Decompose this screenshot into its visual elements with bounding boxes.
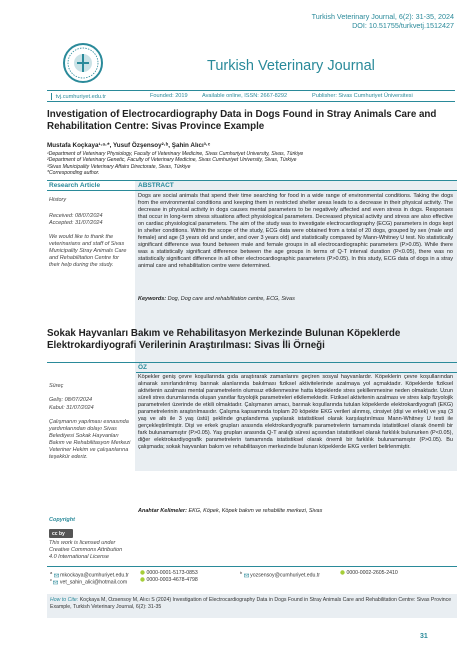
turkish-title: Sokak Hayvanları Bakım ve Rehabilitasyon Merkezinde Bulunan Köpeklerde Elektrokardiyografi Verilerinin Araştırılması: Sivas İli Örneği [47, 328, 401, 352]
oz-rule [136, 372, 457, 373]
journal-header [312, 12, 454, 30]
how-to-cite-text: Koçkaya M, Ozsensoy M, Alıcı S (2024) Investigation of Electrocardiography Data in Dogs Found in Stray Animals Care and Rehabilitation Centre: Sivas Province Example, Turkish Veterinary Journal, 6(2): 31-35 [50, 597, 452, 610]
acknowledgement: We would like to thank the veterinarians and staff of Sivas Municipality Stray Animals Care and Rehabilitation Centre for their help during the study. [49, 234, 127, 268]
oz-heading: ÖZ [138, 364, 148, 371]
cc-by-badge[interactable]: cc by [49, 529, 73, 538]
publisher-text: Publisher: Sivas Cumhuriyet Üniversitesi [312, 92, 413, 99]
copyright-heading: Copyright [49, 517, 75, 523]
abstract-text: Dogs are social animals that spend their time searching for food in a wide range of environmental conditions. Taking the dogs from the environmental conditions and keeping them in restricted shelter areas leads to a decrease in their physical activity. The decrease in physical activity in dogs causes mental parameters to be negatively affected and even stress in dogs. Responses that occur in long-term stress situations affect physiological parameters. Decreased physical activity and stress are also effective on cardiac physiological parameters. The aim of the study was to investigate electrocardiography (ECG) parameters in dogs kept in shelter conditions. Within the scope of the study, ECG data were obtained from a total of 20 dogs, grouped by sex (male and female) and age (3 years old and under, and over 3 years old) and statistically compared by Mann-Whitney U test. No statistically significant difference was found between male and female groups in all electrocardiographic parameters (P>0.05). While there was a statistically significant difference between the age groups in terms of Q-T interval duration (P<0.05), there was no statistically significant difference in all other electrocardiographic parameters (P>0.05). In this study, ECG data of dogs in a stray animal care and rehabilitation centre were determined. [138, 193, 453, 269]
journal-title: Turkish Veterinary Journal [207, 58, 375, 74]
affiliation-1: ¹Department of Veterinary Physiology, Faculty of Veterinary Medicine, Sivas Cumhuriyet University, Sivas, Türkiye [47, 151, 304, 157]
how-to-cite [50, 597, 454, 611]
history-label: History [49, 197, 67, 203]
orcid-icon [140, 570, 145, 575]
mail-icon [53, 580, 58, 585]
journal-logo-icon [62, 42, 104, 84]
journal-citation-line: Turkish Veterinary Journal, 6(2): 31-35, 2024 [311, 12, 454, 21]
authors-line: Mustafa Koçkaya¹·ᵃ·*, Yusuf Özşensoy²·ᵇ, Şahin Alıcı³·ᶜ [47, 142, 211, 149]
mail-icon [244, 573, 249, 578]
affiliations [47, 151, 303, 177]
corresponding-note: *Corresponding author. [47, 170, 100, 177]
anahtar-label: Anahtar Kelimeler: [138, 508, 187, 514]
tesekkur: Çalışmanın yapılması esnasında yardımlarından dolayı Sivas Belediyesi Sokak Hayvanları Bakım ve Rehabilitasyon Merkezi Veteriner Hekim ve çalışanlarına teşekkür ederiz. [49, 419, 131, 460]
affiliation-3: ³Sivas Municipality Veterinary Affairs Directorate, Sivas, Türkiye [47, 163, 191, 170]
article-title: Investigation of Electrocardiography Data in Dogs Found in Stray Animals Care and Rehabilitation Centre: Sivas Province Example [47, 109, 437, 132]
contact-b-email-row[interactable]: $^b$ yozsensoy@cumhuriyet.edu.tr [240, 570, 320, 579]
kabul-date: Kabul: 31/07/2024 [49, 405, 94, 411]
how-to-cite-label: How to Cite: [50, 597, 79, 603]
received-date: Received: 08/07/2024 [49, 213, 103, 219]
keywords-text: Dog, Dog care and rehabilitation centre, ECG, Sivas [167, 296, 295, 302]
keywords [138, 296, 453, 302]
journal-website-link[interactable]: tvj.cumhuriyet.edu.tr [51, 93, 106, 100]
contact-a-orcid-row[interactable]: 0000-0001-5173-0853 [140, 570, 198, 576]
affiliation-2: ²Department of Veterinary Genetic, Faculty of Veterinary Medicine, Sivas Cumhuriyet University, Sivas, Türkiye [47, 157, 297, 164]
oz-text: Köpekler geniş çevre koşullarında gıda araştırarak zamanlarını geçiren sosyal hayvanlardır. Köpeklerin çevre koşullarından alınarak sınırlandırılmış barınak alanlarında bakılması fiziksel aktivitelerinde azalmaya yol açmaktadır. Köpeklerde fiziksel aktivitenin azalması mental parametrelerin olumsuz etkilenmesine hatta köpeklerde stres şekillenmesine neden olmaktadır. Uzun süreli stres durumlarında oluşan yanıtlar fizyolojik parametreleri etkilemektedir. Fiziksel aktivitenin azalması ve stres kalp fizyolojik parametreleri üzerinde de etkili olmaktadır. Çalışmanın amacı, barınak koşullarında tutulan köpeklerde elektrokardiyografi (EKG) parametrelerinin araştırılmasıdır. Çalışma kapsamında toplam 20 köpekte EKG verileri alınmış, cinsiyet (dişi ve erkek) ve yaş (3 yaş ve altı ile 3 yaş üstü) şeklinde gruplandırma yapılarak istatistiksel olarak karşılaştırılması Mann-Whitney U testi ile gerçekleştirilmiştir. Dişi ve erkek grupları arasında elektrokardiyografik parametrelerin tamamında istatistiksel olarak önemli bir fark bulunamamıştır (P>0.05). Yaş grupları arasında Q-T aralığı süresi açısından istatistiksel olarak farklılık bulunurken (P<0.05), diğer elektrokardiyografik parametrelerin tamamında istatistiksel olarak önemli bir farklılık bulunamamıştır (P>0.05). Bu çalışmada; sokak hayvanları bakım ve rehabilitasyon merkezinde bulunan köpeklerde EKG verileri belirlenmiştir. [138, 374, 453, 450]
license-text: This work is licensed under Creative Commons Attribution 4.0 International License [49, 540, 123, 560]
contact-c-orcid-row[interactable]: 0000-0003-4678-4798 [140, 577, 198, 583]
founded-text: Founded: 2019 [150, 92, 188, 99]
accepted-date: Accepted: 31/07/2024 [49, 220, 103, 226]
gelis-date: Geliş: 08/07/2024 [49, 397, 93, 403]
turkish-keywords [138, 508, 453, 514]
surec-label: Süreç [49, 383, 64, 389]
abstract-heading: ABSTRACT [138, 182, 174, 189]
journal-doi: DOI: 10.51755/turkvetj.1512427 [352, 21, 454, 30]
page-number: 31 [420, 633, 428, 640]
section-rule-2 [47, 190, 457, 191]
contact-rule [47, 566, 457, 567]
contact-a-email-row[interactable]: $^a$ mkockaya@cumhuriyet.edu.tr [50, 570, 129, 579]
keywords-label: Keywords: [138, 296, 167, 302]
contact-b-orcid-row[interactable]: 0000-0002-2605-2410 [340, 570, 398, 576]
issn-text: Available online, ISSN: 2667-8292 [202, 92, 288, 99]
orcid-icon [340, 570, 345, 575]
contact-c-email-row[interactable]: $^c$ vet_sahin_alici@hotmail.com [50, 577, 128, 586]
web-icon [51, 93, 54, 100]
anahtar-text: EKG, Köpek, Köpek bakım ve rehabilite merkezi, Sivas [188, 508, 323, 514]
turkish-section-rule [47, 362, 457, 363]
research-article-heading: Research Article [49, 182, 101, 189]
journal-info-bar [47, 90, 455, 102]
orcid-icon [140, 577, 145, 582]
